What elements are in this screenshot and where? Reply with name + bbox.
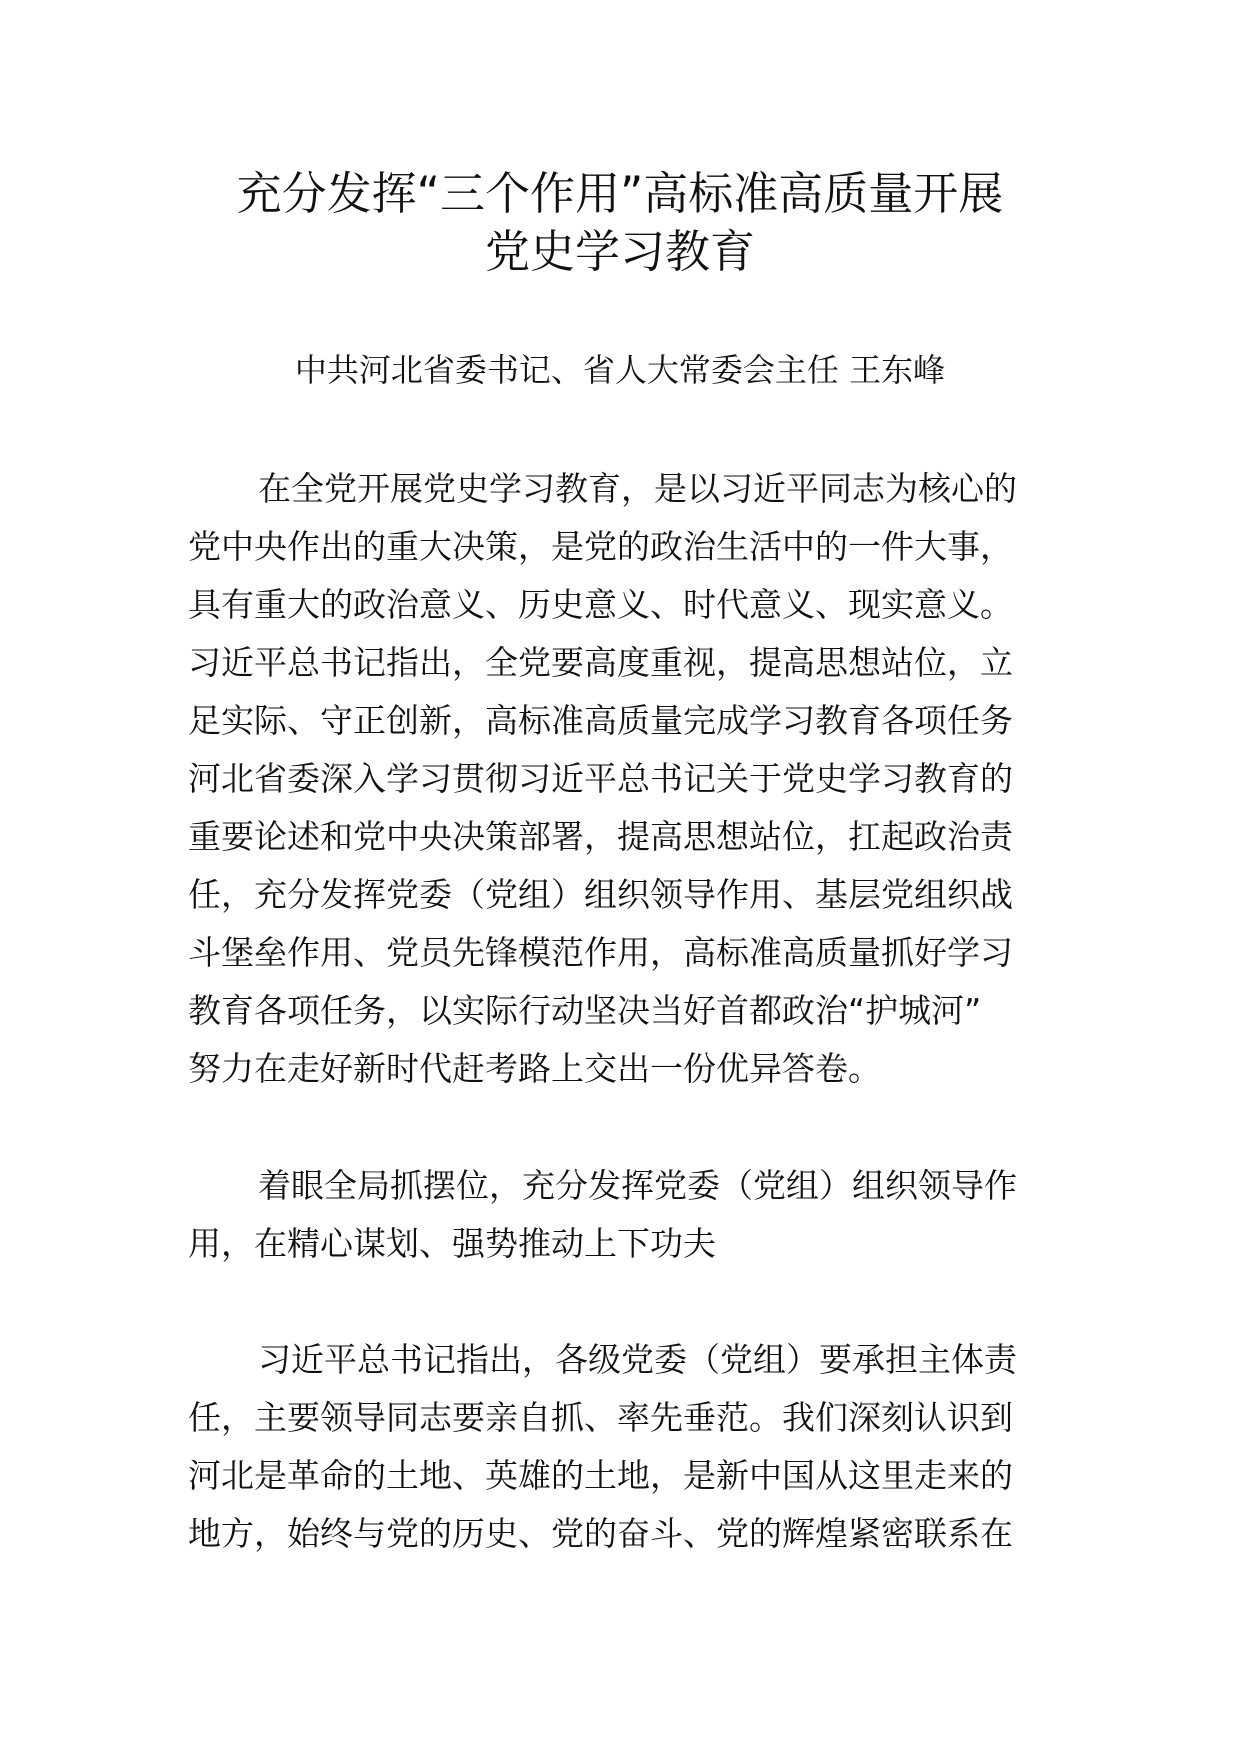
paragraph-line: 习近平总书记指出，各级党委（党组）要承担主体责 <box>258 1340 1017 1379</box>
author-byline: 中共河北省委书记、省人大常委会主任 王东峰 <box>294 351 946 389</box>
paragraph-line: 任，充分发挥党委（党组）组织领导作用、基层党组织战 <box>188 875 1013 914</box>
document-title-line-2: 党史学习教育 <box>484 225 755 278</box>
paragraph-line: 习近平总书记指出，全党要高度重视，提高思想站位，立 <box>188 643 1013 682</box>
section-heading-paragraph <box>188 1157 1068 1273</box>
paragraph-line: 努力在走好新时代赶考路上交出一份优异答卷。 <box>188 1049 881 1088</box>
paragraph-line: 斗堡垒作用、党员先锋模范作用，高标准高质量抓好学习 <box>188 933 1013 972</box>
paragraph-line: 教育各项任务，以实际行动坚决当好首都政治“护城河” <box>188 991 982 1030</box>
paragraph-line: 地方，始终与党的历史、党的奋斗、党的辉煌紧密联系在 <box>188 1514 1013 1553</box>
paragraph-line: 着眼全局抓摆位，充分发挥党委（党组）组织领导作 <box>258 1166 1017 1205</box>
paragraph-body <box>188 1331 1068 1563</box>
paragraph-line: 河北省委深入学习贯彻习近平总书记关于党史学习教育的 <box>188 759 1013 798</box>
document-title-line-1: 充分发挥“三个作用”高标准高质量开展 <box>236 167 1004 220</box>
paragraph-line: 党中央作出的重大决策，是党的政治生活中的一件大事， <box>188 527 1013 566</box>
paragraph-intro <box>188 460 1068 1098</box>
paragraph-line: 用，在精心谋划、强势推动上下功夫 <box>188 1224 716 1263</box>
paragraph-line: 具有重大的政治意义、历史意义、时代意义、现实意义。 <box>188 585 1013 624</box>
paragraph-line: 河北是革命的土地、英雄的土地，是新中国从这里走来的 <box>188 1456 1013 1495</box>
paragraph-line: 重要论述和党中央决策部署，提高思想站位，扛起政治责 <box>188 817 1013 856</box>
paragraph-line: 足实际、守正创新，高标准高质量完成学习教育各项任务 <box>188 701 1013 740</box>
paragraph-line: 在全党开展党史学习教育，是以习近平同志为核心的 <box>258 469 1017 508</box>
paragraph-line: 任，主要领导同志要亲自抓、率先垂范。我们深刻认识到 <box>188 1398 1013 1437</box>
